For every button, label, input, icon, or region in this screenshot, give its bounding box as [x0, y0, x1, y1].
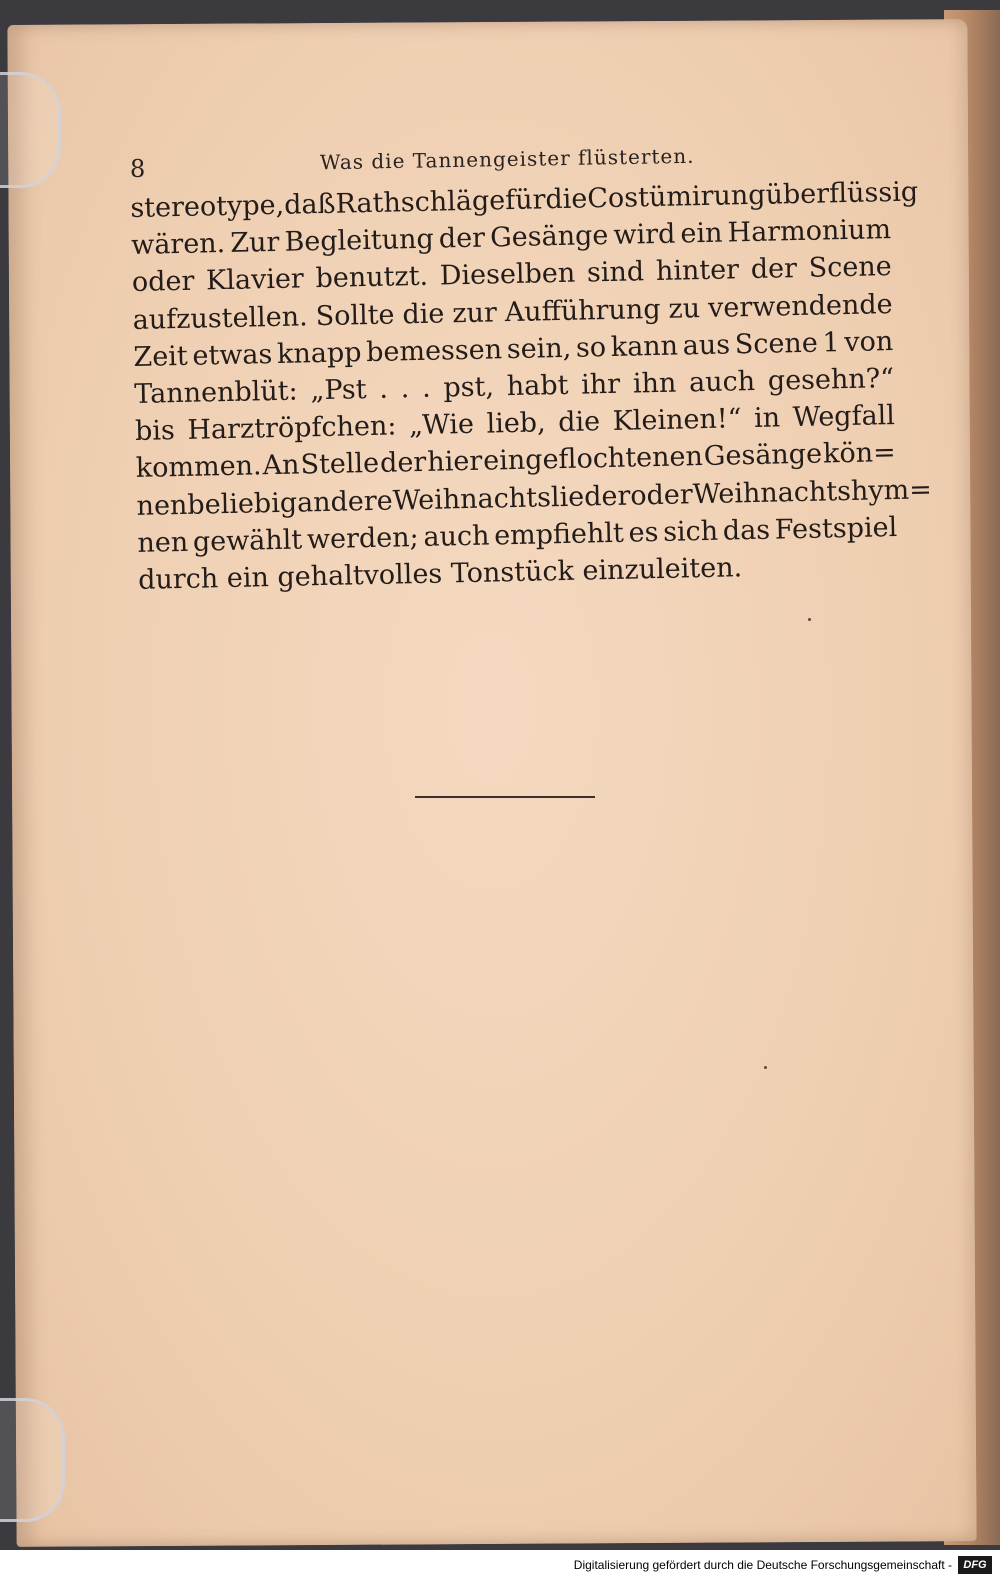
- running-head: Was die Tannengeister flüsterten.: [319, 143, 695, 175]
- word: aus: [682, 329, 731, 362]
- word: die: [545, 183, 588, 216]
- word: nen: [137, 526, 189, 559]
- word: lieb,: [486, 407, 546, 440]
- word: die: [402, 298, 445, 330]
- word: beliebig: [187, 487, 298, 521]
- word: auch: [688, 365, 756, 399]
- dfg-logo: DFG: [958, 1556, 992, 1574]
- page-clip-bottom: [0, 1398, 65, 1522]
- word: der: [750, 253, 798, 286]
- word: Weihnachtshym=: [692, 473, 933, 510]
- word: Zeit: [133, 340, 189, 373]
- word: auch: [423, 520, 490, 553]
- word: Scene: [734, 327, 819, 361]
- word: Gesänge: [703, 438, 823, 473]
- word: etwas: [192, 338, 273, 372]
- word: kommen.: [135, 450, 262, 485]
- word: .: [400, 373, 410, 405]
- word: .: [379, 373, 389, 405]
- word: zur: [451, 296, 498, 329]
- word: benutzt.: [315, 261, 429, 295]
- section-divider-rule: [415, 796, 595, 798]
- word: empfiehlt: [493, 517, 625, 552]
- word: Zur: [230, 227, 280, 260]
- word: gewählt: [192, 524, 303, 558]
- footer-credit: Digitalisierung gefördert durch die Deutsche Forschungsgemeinschaft -: [573, 1558, 952, 1572]
- word: sind: [586, 256, 645, 289]
- word: Sollte: [315, 299, 395, 332]
- word: Gesänge: [489, 220, 609, 254]
- word: zu: [668, 292, 701, 325]
- word: Kleinen!“: [612, 403, 742, 438]
- word: An: [262, 449, 300, 482]
- word: Costümirung: [587, 179, 766, 215]
- word: „Wie: [408, 408, 475, 442]
- word: stereotype,: [130, 189, 285, 224]
- word: andere: [296, 485, 394, 519]
- word: kön=: [822, 437, 896, 470]
- word: in: [753, 402, 781, 435]
- word: Begleitung: [284, 223, 435, 258]
- word: sein,: [506, 332, 572, 365]
- word: knapp: [276, 336, 362, 370]
- word: wären.: [130, 228, 226, 262]
- word: Rathschläge: [335, 185, 506, 220]
- word: verwendende: [707, 288, 893, 324]
- word: oder: [131, 266, 195, 299]
- word: Tannenblüt:: [133, 375, 298, 410]
- word: der: [379, 447, 427, 480]
- page-number: 8: [130, 155, 146, 183]
- word: bis: [134, 415, 176, 448]
- word: hinter: [655, 254, 740, 288]
- text-line: durch ein gehaltvolles Tonstück einzuleiten.: [137, 552, 743, 596]
- paper-speck: [764, 1066, 767, 1069]
- word: .: [421, 372, 432, 404]
- word: ein: [680, 217, 723, 250]
- word: von: [844, 325, 894, 358]
- word: Klavier: [205, 263, 305, 297]
- word: Harmonium: [727, 214, 892, 249]
- word: Aufführung: [504, 293, 661, 328]
- page-clip-top: [0, 72, 61, 188]
- word: Stelle: [300, 448, 380, 481]
- word: eingeflochtenen: [482, 441, 704, 477]
- word: daß: [283, 188, 336, 221]
- word: der: [438, 222, 486, 255]
- paper-speck: [808, 618, 811, 621]
- body-text: [130, 174, 933, 599]
- word: es: [628, 516, 659, 549]
- word: so: [575, 331, 607, 364]
- word: wird: [613, 218, 676, 252]
- word: pst,: [443, 371, 495, 404]
- word: für: [504, 184, 546, 217]
- digitization-footer: [0, 1550, 1000, 1582]
- word: Harztröpfchen:: [187, 410, 397, 446]
- word: kann: [610, 330, 679, 363]
- word: „Pst: [310, 374, 367, 407]
- word: habt: [506, 369, 569, 403]
- word: überflüssig: [765, 176, 919, 211]
- word: aufzustellen.: [132, 300, 309, 336]
- word: das: [722, 514, 771, 547]
- word: sich: [662, 515, 719, 548]
- word: Dieselben: [439, 258, 576, 292]
- word: 1: [822, 326, 840, 359]
- word: Scene: [808, 251, 893, 285]
- word: ihn: [632, 367, 677, 400]
- word: Weihnachtslieder: [392, 480, 631, 517]
- word: oder: [629, 478, 694, 512]
- word: bemessen: [365, 333, 503, 368]
- word: hier: [426, 445, 483, 479]
- word: Wegfall: [792, 400, 896, 434]
- word: gesehn?“: [767, 362, 895, 397]
- word: ihr: [580, 368, 621, 401]
- word: nen: [136, 489, 188, 522]
- word: werden;: [306, 521, 420, 556]
- word: die: [557, 406, 601, 439]
- word: Festspiel: [774, 511, 898, 546]
